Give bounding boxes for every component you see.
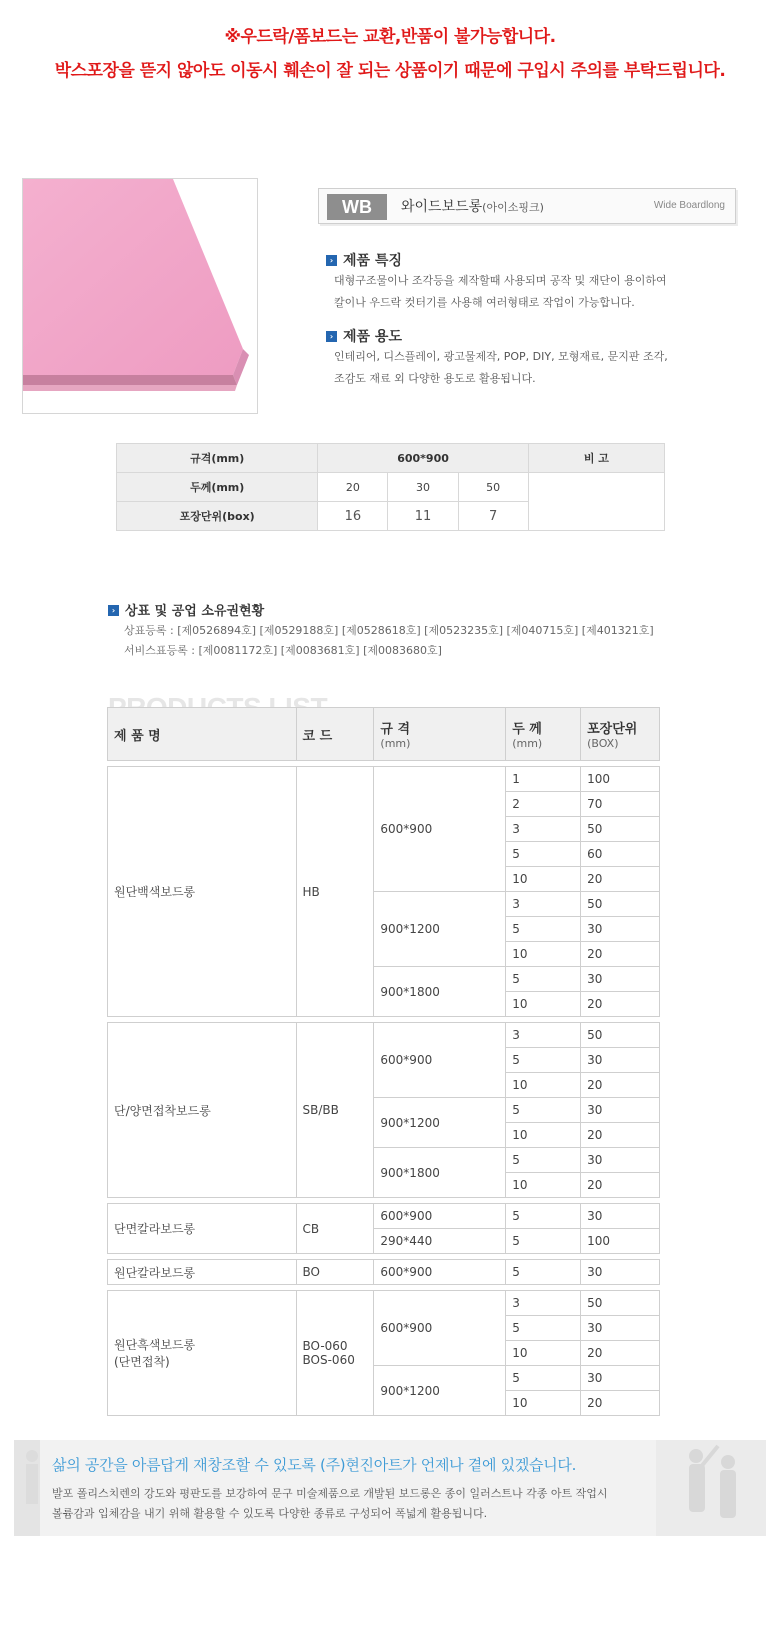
thickness-cell: 5: [506, 1366, 581, 1391]
header-product-name: 제 품 명: [108, 708, 297, 761]
pack-cell: 50: [581, 1291, 660, 1316]
footer-headline: 삶의 공간을 아름답게 재창조할 수 있도록 (주)현진아트가 언제나 곁에 있겠습니다.: [52, 1456, 577, 1474]
use-description: 인테리어, 디스플레이, 광고물제작, POP, DIY, 모형재료, 문지판 조각, 조감도 재료 외 다양한 용도로 활용됩니다.: [334, 350, 668, 385]
pack-cell: 30: [581, 1260, 660, 1285]
chevron-right-icon: ›: [108, 605, 119, 616]
notice-line-1: ※우드락/폼보드는 교환,반품이 불가능합니다.: [224, 27, 556, 47]
thickness-cell: 5: [506, 1316, 581, 1341]
spec-note-cell: [528, 473, 664, 531]
thickness-cell: 10: [506, 867, 581, 892]
product-name-cell: 원단백색보드롱: [108, 767, 297, 1017]
pack-cell: 50: [581, 1023, 660, 1048]
products-table: [107, 707, 660, 1416]
thickness-cell: 5: [506, 842, 581, 867]
table-row: [108, 1204, 660, 1229]
thickness-cell: 5: [506, 1048, 581, 1073]
spec-thickness-cell: 50: [458, 473, 528, 502]
thickness-cell: 2: [506, 792, 581, 817]
pack-cell: 20: [581, 1173, 660, 1198]
table-row: [108, 1260, 660, 1285]
pack-cell: 60: [581, 842, 660, 867]
thickness-cell: 5: [506, 1260, 581, 1285]
product-name-cell: 단/양면접착보드롱: [108, 1023, 297, 1198]
product-name: 와이드보드롱(아이소핑크): [401, 199, 544, 215]
pack-cell: 20: [581, 1391, 660, 1416]
footer-description: 발포 폴리스치렌의 강도와 평판도를 보강하여 문구 미술제품으로 개발된 보드롱은 종이 일러스트나 각종 아트 작업시 볼륨감과 입체감을 내기 위해 활용할 수 있도록 다양한 종류로 구성되어 폭넓게 활용됩니다.: [52, 1487, 608, 1520]
product-size-cell: 600*900: [374, 1260, 506, 1285]
thickness-cell: 10: [506, 942, 581, 967]
product-size-cell: 290*440: [374, 1229, 506, 1254]
product-image: [22, 178, 258, 414]
product-name-cell: 단면칼라보드롱: [108, 1204, 297, 1254]
pack-cell: 30: [581, 1366, 660, 1391]
product-name-cell: 원단흑색보드롱 (단면접착): [108, 1291, 297, 1416]
thickness-cell: 10: [506, 992, 581, 1017]
header-pack: 포장단위 (BOX): [581, 708, 660, 761]
pack-cell: 20: [581, 1073, 660, 1098]
product-code-cell: BO-060 BOS-060: [296, 1291, 374, 1416]
ip-heading: › 상표 및 공업 소유권현황: [108, 600, 264, 619]
feature-heading: › 제품 특징: [326, 250, 402, 270]
product-size-cell: 900*1200: [374, 1366, 506, 1416]
product-code-cell: HB: [296, 767, 374, 1017]
silhouette-right-icon: [656, 1440, 766, 1536]
product-name-en: Wide Boardlong: [653, 200, 725, 211]
thickness-cell: 5: [506, 967, 581, 992]
spec-table: [116, 443, 665, 531]
pink-board-illustration: [23, 179, 258, 414]
thickness-cell: 1: [506, 767, 581, 792]
product-size-cell: 600*900: [374, 1023, 506, 1098]
product-size-cell: 900*1800: [374, 1148, 506, 1198]
thickness-cell: 10: [506, 1341, 581, 1366]
thickness-cell: 3: [506, 1291, 581, 1316]
spec-pack-cell: 7: [458, 502, 528, 531]
product-title-bar: [318, 188, 736, 224]
thickness-cell: 10: [506, 1173, 581, 1198]
thickness-cell: 5: [506, 1148, 581, 1173]
pack-cell: 100: [581, 767, 660, 792]
product-size-cell: 600*900: [374, 1291, 506, 1366]
spec-thickness-cell: 30: [388, 473, 458, 502]
thickness-cell: 3: [506, 1023, 581, 1048]
spec-pack-cell: 16: [318, 502, 388, 531]
header-thickness: 두 께 (mm): [506, 708, 581, 761]
thickness-cell: 3: [506, 817, 581, 842]
pack-cell: 30: [581, 1204, 660, 1229]
table-row: [108, 767, 660, 792]
thickness-cell: 5: [506, 917, 581, 942]
pack-cell: 30: [581, 917, 660, 942]
pack-cell: 20: [581, 867, 660, 892]
chevron-right-icon: ›: [326, 331, 337, 342]
table-row: [108, 1023, 660, 1048]
pack-cell: 70: [581, 792, 660, 817]
spec-thickness-cell: 20: [318, 473, 388, 502]
product-size-cell: 600*900: [374, 1204, 506, 1229]
thickness-cell: 10: [506, 1391, 581, 1416]
pack-cell: 30: [581, 1098, 660, 1123]
pack-cell: 20: [581, 942, 660, 967]
spec-pack-label: 포장단위(box): [117, 502, 318, 531]
trademark-line: 상표등록 : [제0526894호] [제0529188호] [제0528618호] [제0523235호] [제040715호] [제401321호]: [124, 624, 654, 637]
service-mark-line: 서비스표등록 : [제0081172호] [제0083681호] [제0083680호]: [124, 644, 442, 657]
product-size-cell: 900*1200: [374, 1098, 506, 1148]
spec-note-label: 비 고: [528, 444, 664, 473]
spec-size-label: 규격(mm): [117, 444, 318, 473]
pack-cell: 50: [581, 817, 660, 842]
thickness-cell: 10: [506, 1123, 581, 1148]
product-badge: WB: [327, 194, 387, 220]
thickness-cell: 3: [506, 892, 581, 917]
table-row: [108, 1291, 660, 1316]
notice-line-2: 박스포장을 뜯지 않아도 이동시 훼손이 잘 되는 상품이기 때문에 구입시 주의를 부탁드립니다.: [54, 61, 726, 81]
product-code-cell: SB/BB: [296, 1023, 374, 1198]
thickness-cell: 5: [506, 1098, 581, 1123]
pack-cell: 30: [581, 1148, 660, 1173]
feature-description: 대형구조물이나 조각등을 제작할때 사용되며 공작 및 재단이 용이하여 칼이나 우드락 컷터기를 사용해 여러형태로 작업이 가능합니다.: [334, 274, 667, 309]
chevron-right-icon: ›: [326, 255, 337, 266]
pack-cell: 30: [581, 1316, 660, 1341]
pack-cell: 20: [581, 992, 660, 1017]
product-code-cell: BO: [296, 1260, 374, 1285]
pack-cell: 30: [581, 1048, 660, 1073]
thickness-cell: 5: [506, 1229, 581, 1254]
product-size-cell: 900*1800: [374, 967, 506, 1017]
use-heading: › 제품 용도: [326, 326, 402, 346]
product-size-cell: 600*900: [374, 767, 506, 892]
thickness-cell: 10: [506, 1073, 581, 1098]
product-code-cell: CB: [296, 1204, 374, 1254]
pack-cell: 20: [581, 1123, 660, 1148]
pack-cell: 30: [581, 967, 660, 992]
header-size: 규 격 (mm): [374, 708, 506, 761]
spec-pack-cell: 11: [388, 502, 458, 531]
header-code: 코 드: [296, 708, 374, 761]
spec-thickness-label: 두께(mm): [117, 473, 318, 502]
pack-cell: 100: [581, 1229, 660, 1254]
product-size-cell: 900*1200: [374, 892, 506, 967]
pack-cell: 50: [581, 892, 660, 917]
pack-cell: 20: [581, 1341, 660, 1366]
spec-size-value: 600*900: [318, 444, 528, 473]
thickness-cell: 5: [506, 1204, 581, 1229]
product-name-cell: 원단칼라보드롱: [108, 1260, 297, 1285]
